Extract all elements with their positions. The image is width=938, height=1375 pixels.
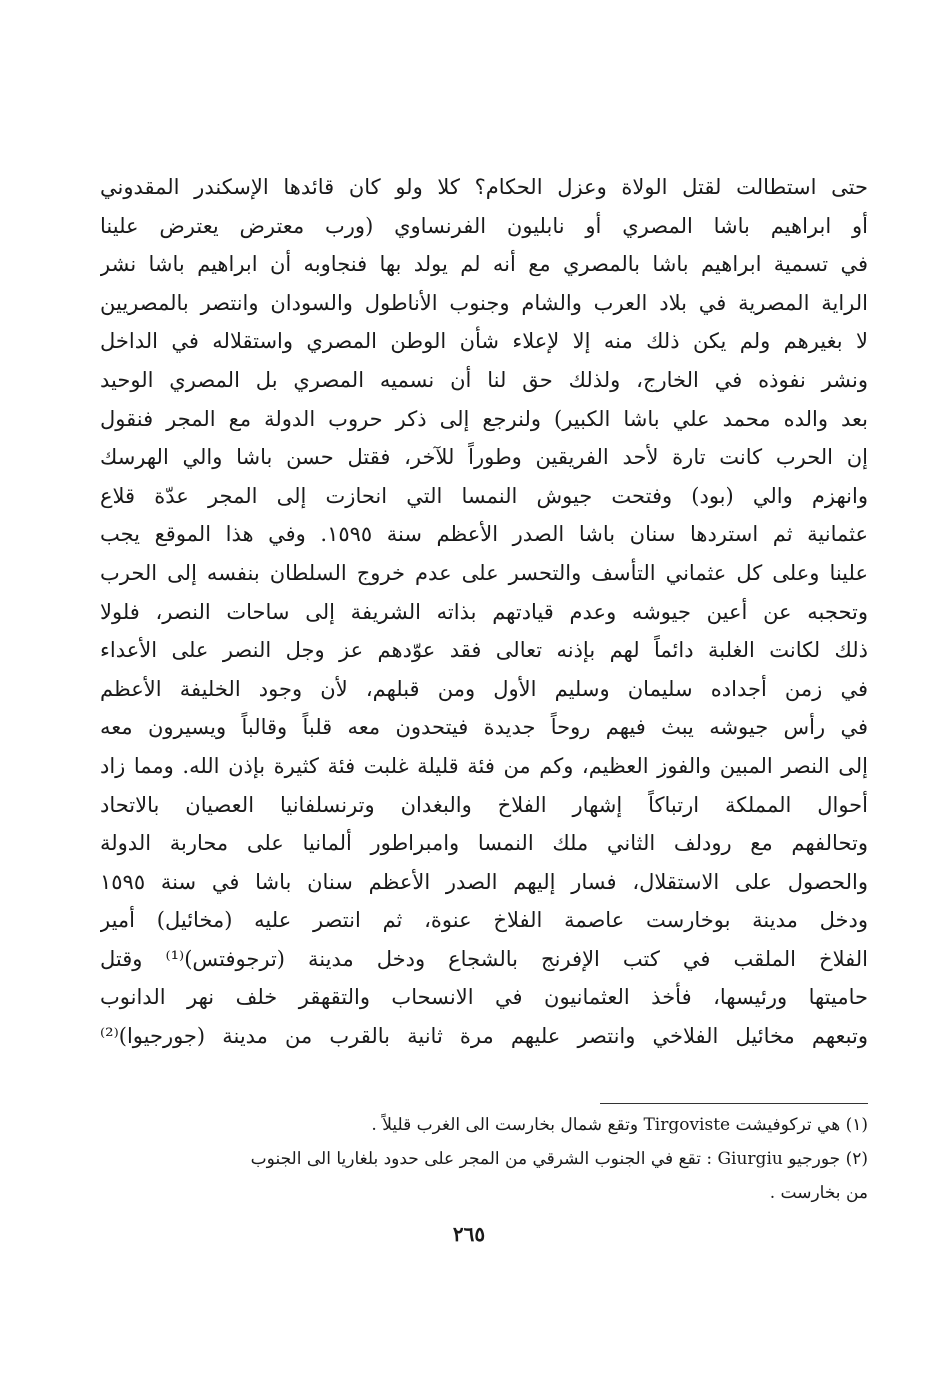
footnote-divider [600, 1103, 868, 1104]
body-line: لا بغيرهم ولم يكن ذلك منه إلا لإعلاء شأن الوطن المصري واستقلاله في الداخل [100, 329, 868, 354]
body-line: عثمانية ثم استردها سنان باشا الصدر الأعظم سنة ١٥٩٥. وفي هذا الموقع يجب [100, 522, 868, 547]
body-line: ذلك لكانت الغلبة دائماً لهم بإذنه تعالى فقد عوّدهم عز وجل النصر على الأعداء [100, 638, 868, 663]
body-text [100, 168, 868, 1056]
body-line: والحصول على الاستقلال، فسار إليهم الصدر الأعظم سنان باشا في سنة ١٥٩٥ [100, 869, 868, 894]
body-line: أو ابراهيم باشا المصري أو نابليون الفرنساوي (ورب معترض يعترض علينا [100, 213, 868, 238]
body-line: وتحالفهم مع رودلف الثاني ملك النمسا وامبراطور ألمانيا على محاربة الدولة [100, 831, 868, 856]
footnote-1: (١) هي تركوفيشت Tirgoviste وتقع شمال بخارست الى الغرب قليلاً . [371, 1115, 868, 1135]
footnote-2: (٢) جورجيو Giurgiu : تقع في الجنوب الشرقي من المجر على حدود بلغاريا الى الجنوب [250, 1149, 868, 1169]
body-line: وتحجبه عن أعين جيوشه وعدم قيادتهم بذاته الشريفة إلى ساحات النصر، فلولا [100, 599, 868, 624]
body-line: الفلاخ الملقب في كتب الإفرنج بالشجاع ودخل مدينة (ترجوفتس)⁽¹⁾ وقتل [100, 946, 868, 971]
body-line: إلى النصر المبين والفوز العظيم، وكم من فئة قليلة غلبت فئة كثيرة بإذن الله. ومما زاد [100, 753, 868, 778]
body-line: الراية المصرية في بلاد العرب والشام وجنوب الأناطول والسودان وانتصر بالمصريين [100, 290, 868, 315]
body-line: حاميتها ورئيسها، فأخذ العثمانيون في الانسحاب والتقهقر خلف نهر الدانوب [100, 985, 868, 1010]
body-line: في رأس جيوشه يبث فيهم روحاً جديدة فيتحدون معه قلباً وقالباً ويسيرون معه [100, 715, 868, 740]
body-line: إن الحرب كانت تارة لأحد الفريقين وطوراً للآخر، فقتل حسن باشا والي الهرسك [100, 445, 868, 470]
body-line: في زمن أجداده سليمان وسليم الأول ومن قبلهم، لأن وجود الخليفة الأعظم [100, 676, 868, 701]
body-line: ونشر نفوذه في الخارج، ولذلك حق لنا أن نسميه المصري بل المصري الوحيد [100, 367, 868, 392]
page-number: ٢٦٥ [452, 1222, 486, 1246]
body-line: بعد والده محمد علي باشا الكبير) ولنرجع إلى ذكر حروب الدولة مع المجر فنقول [100, 406, 868, 431]
body-line: ودخل مدينة بوخارست عاصمة الفلاخ عنوة، ثم انتصر عليه (مخائيل) أمير [100, 908, 868, 933]
body-line: في تسمية ابراهيم باشا بالمصري مع أنه لم يولد بها فنجاوبه أن ابراهيم باشا نشر [100, 252, 868, 277]
body-line: علينا وعلى كل عثماني التأسف والتحسر على عدم خروج السلطان بنفسه إلى الحرب [100, 560, 868, 585]
footnotes [100, 1108, 868, 1210]
body-line: أحوال المملكة ارتباكاً إشهار الفلاخ والبغدان وترنسلفانيا العصيان بالاتحاد [100, 792, 868, 817]
footnote-2-continuation: من بخارست . [769, 1183, 868, 1203]
body-line: حتى استطالت لقتل الولاة وعزل الحكام؟ كلا ولو كان قائدها الإسكندر المقدوني [100, 175, 868, 199]
body-line: وتبعهم مخائيل الفلاخي وانتصر عليهم مرة ثانية بالقرب من مدينة (جورجيوا)⁽²⁾ [100, 1024, 868, 1049]
body-line: وانهزم والي (بود) وفتحت جيوش النمسا التي انحازت إلى المجر عدّة قلاع [100, 483, 868, 508]
